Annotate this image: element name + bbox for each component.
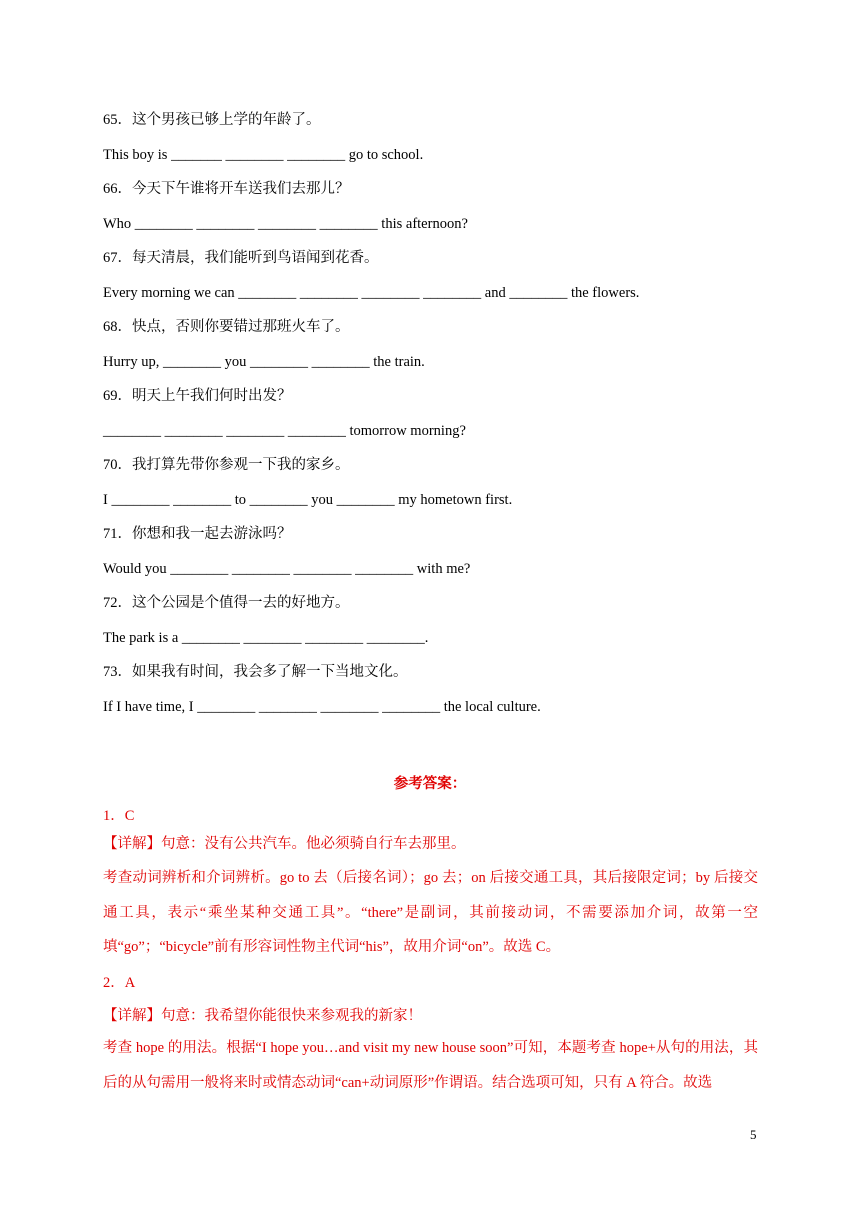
answer-section-title: 参考答案： (393, 776, 467, 792)
question-68-chinese: 68．快点，否则你要错过那班火车了。 (103, 319, 350, 335)
question-69-chinese: 69．明天上午我们何时出发？ (103, 388, 292, 404)
question-65-chinese: 65．这个男孩已够上学的年龄了。 (103, 112, 321, 128)
answer-2-detail: 【详解】句意：我希望你能很快来参观我的新家！ (103, 1008, 422, 1024)
answer-1-number: 1．C (103, 808, 135, 824)
question-66-chinese: 66．今天下午谁将开车送我们去那儿？ (103, 181, 350, 197)
question-72-english: The park is a ________ ________ ________ ________. (103, 630, 429, 646)
page-number: 5 (750, 1127, 757, 1142)
question-66-english: Who ________ ________ ________ ________ this afternoon? (103, 216, 468, 232)
question-71-chinese: 71．你想和我一起去游泳吗？ (103, 526, 292, 542)
answer-2-number: 2．A (103, 975, 136, 991)
question-71-english: Would you ________ ________ ________ ________ with me? (103, 561, 471, 577)
question-73-chinese: 73．如果我有时间，我会多了解一下当地文化。 (103, 664, 408, 680)
answer-1-detail: 【详解】句意：没有公共汽车。他必须骑自行车去那里。 (103, 836, 466, 852)
question-69-english: ________ ________ ________ ________ tomorrow morning? (103, 423, 466, 439)
question-72-chinese: 72．这个公园是个值得一去的好地方。 (103, 595, 350, 611)
answer-1-explanation: 考查动词辨析和介词辨析。go to 去（后接名词）；go 去；on 后接交通工具，其后接限定词；by 后接交通工具，表示“乘坐某种交通工具”。“there”是副词，其前接动词，不需要添加介词，故第一空填“go”；“bicycle”前有形容词性物主代词“his”，故用介词“on”。故选 C。 (103, 870, 758, 955)
question-67-chinese: 67．每天清晨，我们能听到鸟语闻到花香。 (103, 250, 379, 266)
question-65-english: This boy is _______ ________ ________ go to school. (103, 147, 424, 163)
question-70-chinese: 70．我打算先带你参观一下我的家乡。 (103, 457, 350, 473)
question-73-english: If I have time, I ________ ________ ________ ________ the local culture. (103, 699, 541, 715)
question-68-english: Hurry up, ________ you ________ ________ the train. (103, 354, 425, 370)
question-70-english: I ________ ________ to ________ you ________ my hometown first. (103, 492, 513, 508)
question-67-english: Every morning we can ________ ________ ________ ________ and ________ the flowers. (103, 285, 640, 301)
answer-2-explanation: 考查 hope 的用法。根据“I hope you…and visit my new house soon”可知，本题考查 hope+从句的用法，其后的从句需用一般将来时或情态动词“can+动词原形”作谓语。结合选项可知，只有 A 符合。故选 (103, 1040, 758, 1091)
